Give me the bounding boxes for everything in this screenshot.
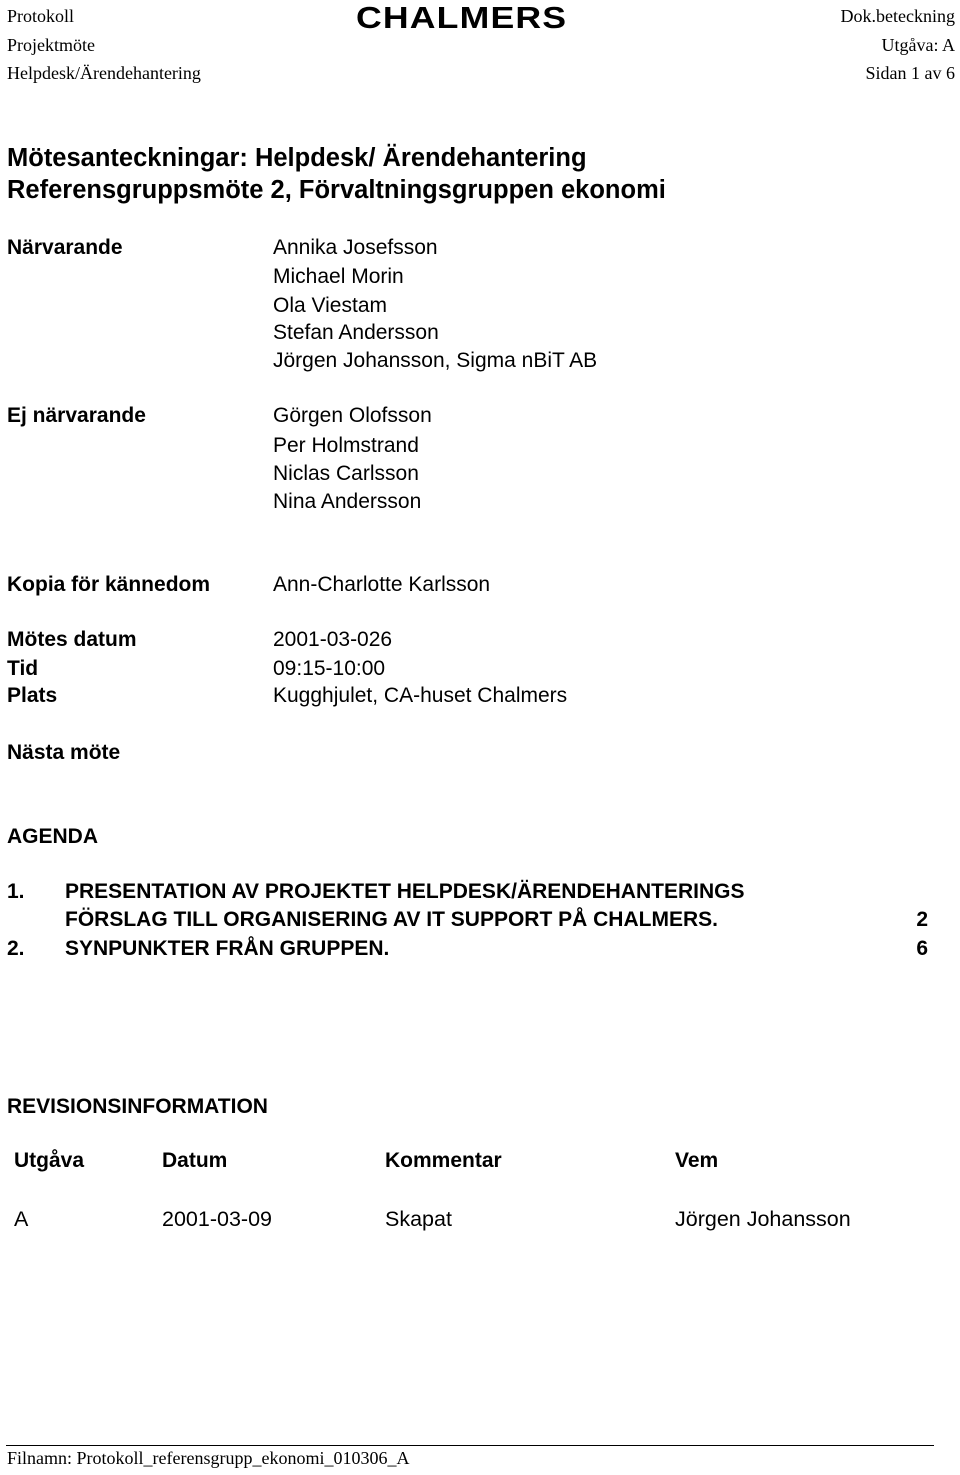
cell-comment: Skapat (385, 1207, 452, 1231)
agenda-heading: AGENDA (7, 825, 99, 848)
page-title: Mötesanteckningar: Helpdesk/ Ärendehantering (7, 144, 587, 172)
header-edition: Utgåva: A (881, 35, 955, 55)
present-label: Närvarande (7, 236, 123, 259)
header-meeting-type: Projektmöte (7, 35, 95, 55)
column-header-comment: Kommentar (385, 1149, 502, 1172)
footer-divider (6, 1445, 934, 1446)
agenda-item-title-cont: FÖRSLAG TILL ORGANISERING AV IT SUPPORT PÅ CHALMERS. (65, 908, 718, 931)
header-doc-id: Dok.beteckning (840, 6, 955, 26)
footer-filename: Filnamn: Protokoll_referensgrupp_ekonomi_010306_A (7, 1448, 410, 1468)
next-meeting-label: Nästa möte (7, 741, 121, 764)
agenda-item-page: 6 (916, 937, 928, 960)
column-header-date: Datum (162, 1149, 228, 1172)
absent-name: Per Holmstrand (273, 434, 419, 457)
column-header-who: Vem (675, 1149, 719, 1172)
present-name: Annika Josefsson (273, 236, 438, 259)
header-page-number: Sidan 1 av 6 (865, 63, 955, 83)
time-value: 09:15-10:00 (273, 657, 386, 680)
time-label: Tid (7, 657, 39, 680)
agenda-item-page: 2 (916, 908, 928, 931)
revision-heading: REVISIONSINFORMATION (7, 1095, 268, 1118)
absent-label: Ej närvarande (7, 404, 146, 427)
cell-date: 2001-03-09 (162, 1207, 272, 1231)
present-name: Stefan Andersson (273, 321, 439, 344)
chalmers-logo: CHALMERS (356, 0, 568, 35)
column-header-edition: Utgåva (14, 1149, 85, 1172)
date-label: Mötes datum (7, 628, 137, 651)
present-name: Michael Morin (273, 265, 404, 288)
place-label: Plats (7, 684, 58, 707)
absent-name: Nina Andersson (273, 490, 422, 513)
cell-edition: A (14, 1207, 29, 1231)
absent-name: Görgen Olofsson (273, 404, 432, 427)
agenda-item-title: SYNPUNKTER FRÅN GRUPPEN. (65, 937, 390, 960)
place-value: Kugghjulet, CA-huset Chalmers (273, 684, 568, 707)
agenda-item-number: 1. (7, 880, 25, 903)
absent-name: Niclas Carlsson (273, 462, 419, 485)
copy-name: Ann-Charlotte Karlsson (273, 573, 491, 596)
date-value: 2001-03-026 (273, 628, 393, 651)
agenda-item-title: PRESENTATION AV PROJEKTET HELPDESK/ÄRENDEHANTERINGS (65, 880, 745, 903)
page-subtitle: Referensgruppsmöte 2, Förvaltningsgruppen ekonomi (7, 176, 666, 204)
copy-label: Kopia för kännedom (7, 573, 211, 596)
header-project: Helpdesk/Ärendehantering (7, 63, 201, 83)
header-doc-type: Protokoll (7, 6, 75, 26)
present-name: Jörgen Johansson, Sigma nBiT AB (273, 349, 598, 372)
present-name: Ola Viestam (273, 294, 387, 317)
cell-who: Jörgen Johansson (675, 1207, 851, 1231)
agenda-item-number: 2. (7, 937, 25, 960)
